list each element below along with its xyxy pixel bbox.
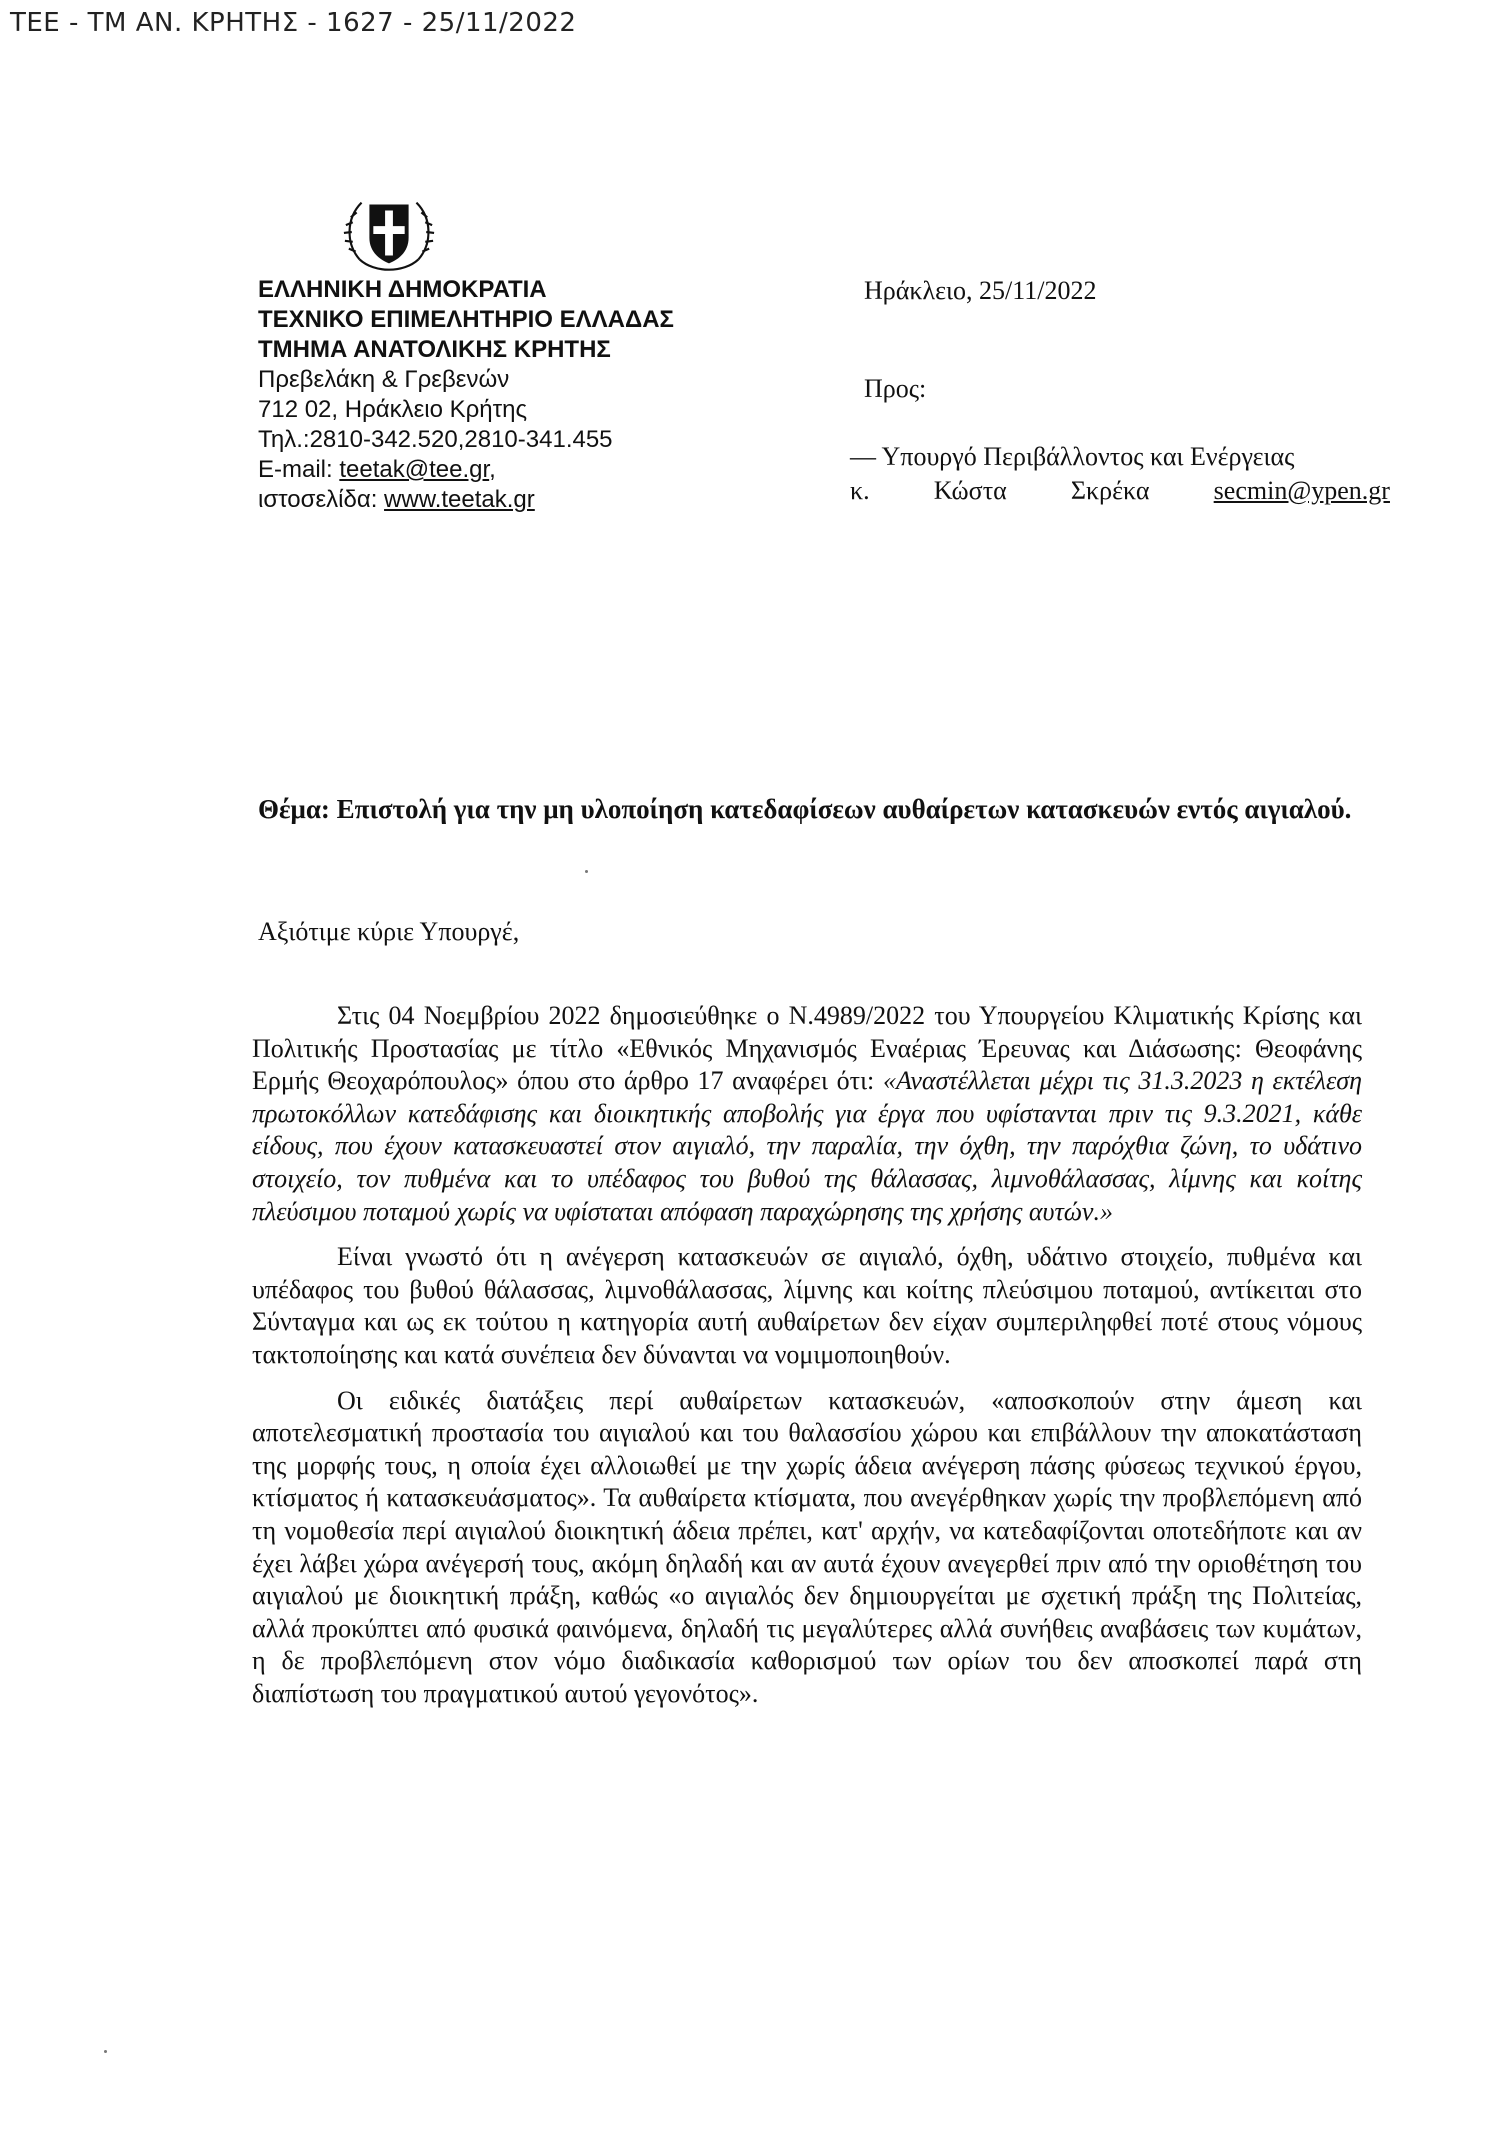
recipient-email-link[interactable]: secmin@ypen.gr: [1213, 476, 1390, 505]
recipient-position: — Υπουργό Περιβάλλοντος και Ενέργειας: [850, 442, 1295, 471]
recipient-block: [850, 440, 1390, 508]
body-paragraph-2: Είναι γνωστό ότι η ανέγερση κατασκευών σε αιγιαλό, όχθη, υδάτινο στοιχείο, πυθμένα και υπέδαφος του βυθού θάλασσας, λιμνοθάλασσας, λίμνης και κοίτης πλεύσιμου ποταμού, αντίκειται στο Σύνταγμα και ως εκ τούτου η κατηγορία αυτή αυθαίρετων δεν είχαν συμπεριληφθεί ποτέ στους νόμους τακτοποίησης και κατά συνέπεια δεν δύνανται να νομιμοποιηθούν.: [252, 1242, 1362, 1369]
recipient-label: Προς:: [864, 374, 927, 403]
sender-department: ΤΜΗΜΑ ΑΝΑΤΟΛΙΚΗΣ ΚΡΗΤΗΣ: [258, 336, 611, 363]
sender-organization: ΤΕΧΝΙΚΟ ΕΠΙΜΕΛΗΤΗΡΙΟ ΕΛΛΑΔΑΣ: [258, 306, 674, 333]
paragraph-1-intro: Στις 04 Νοεμβρίου 2022 δημοσιεύθηκε ο Ν.4989/2022 του Υπουργείου Κλιματικής Κρίσης και Πολιτικής Προστασίας με τίτλο «Εθνικός Μηχανισμός Εναέριας Έρευνας και Διάσωσης: Θεοφάνης Ερμής Θεοχαρόπουλος» όπου στο άρθρο 17 αναφέρει ότι:: [252, 1001, 1362, 1096]
greek-coat-of-arms-icon: [340, 183, 438, 281]
sender-website-link[interactable]: www.teetak.gr: [384, 486, 535, 513]
letter-salutation: Αξιότιμε κύριε Υπουργέ,: [258, 917, 520, 946]
letter-subject: Θέμα: Επιστολή για την μη υλοποίηση κατεδαφίσεων αυθαίρετων κατασκευών εντός αιγιαλού.: [258, 794, 1352, 824]
sender-email-label: E-mail:: [258, 456, 340, 483]
letter-date: Ηράκλειο, 25/11/2022: [864, 276, 1097, 305]
body-paragraph-1: [252, 1000, 1362, 1228]
sender-website-line: [258, 485, 674, 515]
recipient-title: κ.: [850, 476, 870, 505]
recipient-last-name: Σκρέκα: [1070, 476, 1150, 505]
document-stamp: ΤΕΕ - ΤΜ ΑΝ. ΚΡΗΤΗΣ - 1627 - 25/11/2022: [10, 8, 577, 38]
sender-street: Πρεβελάκη & Γρεβενών: [258, 366, 510, 393]
paragraph-1-law-quote: «Αναστέλλεται μέχρι τις 31.3.2023 η εκτέλεση πρωτοκόλλων κατεδάφισης και διοικητικής αποβολής για έργα που υφίστανται πριν τις 9.3.2021, κάθε είδους, που έχουν κατασκευαστεί στον αιγιαλό, την παραλία, την όχθη, την παρόχθια ζώνη, το υδάτινο στοιχείο, τον πυθμένα και το υπέδαφος του βυθού της θάλασσας, λιμνοθάλασσας, λίμνης και κοίτης πλεύσιμου ποταμού χωρίς να υφίσταται απόφαση παραχώρησης της χρήσης αυτών.»: [252, 1066, 1362, 1226]
scan-speck: [585, 870, 588, 873]
scan-speck: [104, 2050, 107, 2053]
sender-email-line: [258, 455, 674, 485]
sender-block: [258, 275, 674, 515]
sender-email-link[interactable]: teetak@tee.gr: [339, 456, 490, 483]
letter-body: [252, 1000, 1362, 1723]
recipient-name-line: [850, 474, 1390, 508]
sender-city: 712 02, Ηράκλειο Κρήτης: [258, 396, 528, 423]
sender-website-label: ιστοσελίδα:: [258, 486, 385, 513]
body-paragraph-3: Οι ειδικές διατάξεις περί αυθαίρετων κατασκευών, «αποσκοπούν στην άμεση και αποτελεσματική προστασία του αιγιαλού και του θαλασσίου χώρου και επιβάλλουν την αποκατάσταση της μορφής τους, η οποία έχει αλλοιωθεί με την χωρίς άδεια ανέγερση πάσης φύσεως τεχνικού έργου, κτίσματος ή κατασκευάσματος». Τα αυθαίρετα κτίσματα, που ανεγέρθηκαν χωρίς την προβλεπόμενη από τη νομοθεσία περί αιγιαλού διοικητική άδεια πρέπει, κατ' αρχήν, να κατεδαφίζονται οποτεδήποτε και αν έχει λάβει χώρα ανέγερσή τους, ακόμη δηλαδή και αν αυτά έχουν ανεγερθεί πριν από την οριοθέτηση του αιγιαλού με διοικητική πράξη, καθώς «ο αιγιαλός δεν δημιουργείται με σχετική πράξη της Πολιτείας, αλλά προκύπτει από φυσικά φαινόμενα, δηλαδή τις μεγαλύτερες αλλά συνήθεις αναβάσεις των κυμάτων, η δε προβλεπόμενη στον νόμο διαδικασία καθορισμού των ορίων του δεν αποσκοπεί παρά στη διαπίστωση του πραγματικού αυτού γεγονότος».: [252, 1385, 1362, 1708]
sender-email-suffix: ,: [489, 456, 496, 483]
recipient-first-name: Κώστα: [933, 476, 1007, 505]
sender-country: ΕΛΛΗΝΙΚΗ ΔΗΜΟΚΡΑΤΙΑ: [258, 276, 547, 303]
sender-phone: Τηλ.:2810-342.520,2810-341.455: [258, 426, 613, 453]
